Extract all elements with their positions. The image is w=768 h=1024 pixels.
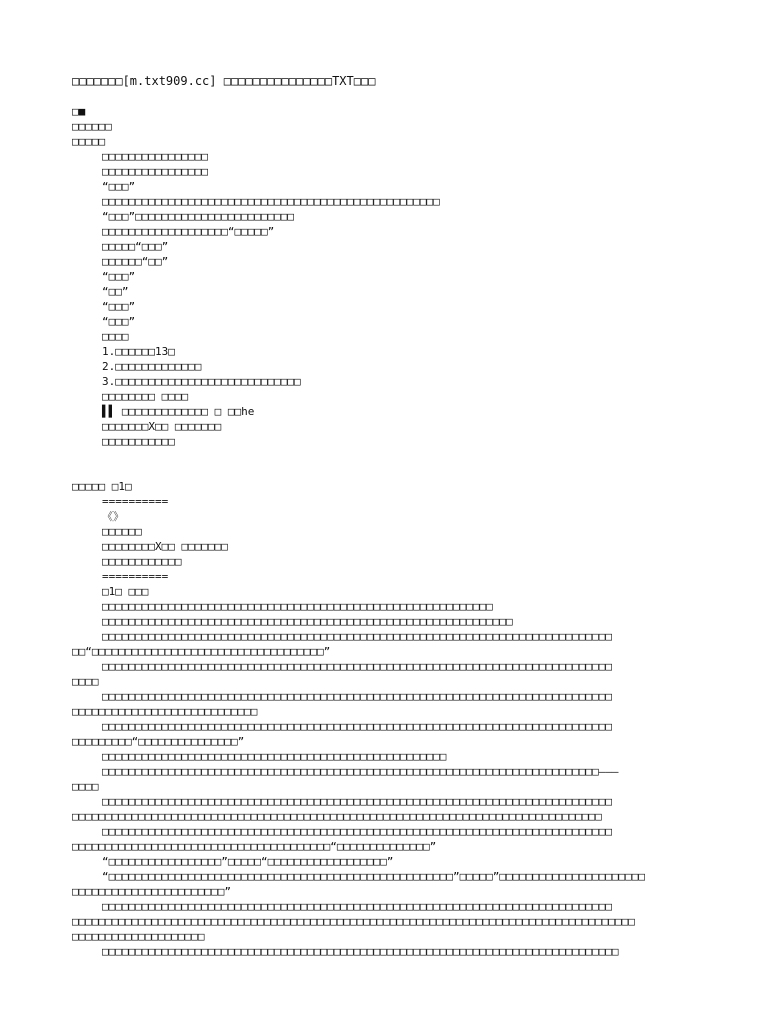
text-line: □□□□□□□□ □□□□ [102,390,189,403]
spacer [72,449,712,479]
text-line: “□□□” [102,270,136,283]
spacer [72,89,712,104]
text-line: “□□□”□□□□□□□□□□□□□□□□□□□□□□□□ [102,210,295,223]
text-line: “□□□” [102,300,136,313]
text-line: □□□□□□□□□□□□□□□□ [102,165,208,178]
paragraph-line: □□“□□□□□□□□□□□□□□□□□□□□□□□□□□□□□□□□□□□” [72,645,331,658]
text-line: □□□□□□“□□” [102,255,169,268]
paragraph-line: □□□□□□□□□□□□□□□□□□□□□□□□□□□□□□□□□□□□□□□□□□□□□□□□□□□□□□□□□□□□□□□□□□□□□□□□□□□——— [102,765,619,778]
paragraph-line: □□□□□□□□□□□□□□□□□□□□□□□□□□□□ [72,705,258,718]
paragraph-line: □□□□□□□□□□□□□□□□□□□□□□□□□□□□□□□□□□□□□□□□□□□□□□□□□□□□□□□□□□□□□□□□□□□□□□□□□□□□□□□□□□□□□ [72,915,635,928]
text-line: □□□□□ [72,135,106,148]
text-line: □□□□□□□□□□□□□□□□□□□□□□□□□□□□□□□□□□□□□□□□□□□□□□□□□□□ [102,195,440,208]
text-line: “□□□” [102,315,136,328]
text-line: □■ [72,105,86,118]
paragraph-line: □□□□□□□□□□□□□□□□□□□□□□□□□□□□□□□□□□□□□□□□□□□□□□□□□□□□□□□□□□□ [102,600,493,613]
paragraph-line: □□□□□□□□□□□□□□□□□□□□□□□□□□□□□□□□□□□□□□□□□□□□□□□□□□□□□□□□□□□□□□□□□□□□□□□□□□□□□ [102,690,612,703]
text-line: □□□□□□□□□□□ [102,435,175,448]
paragraph-line: □□□□ [72,675,99,688]
chapter-heading-line: ========== [102,495,169,508]
document-header: □□□□□□□[m.txt909.cc] □□□□□□□□□□□□□□□TXT□□□ [72,74,376,88]
text-line: □□□□□“□□□” [102,240,169,253]
text-line: “□□□” [102,180,136,193]
paragraph-line: □□□□□□□□□□□□□□□□□□□□□□□□□□□□□□□□□□□□□□□□□□□□□□□□□□□□ [102,750,447,763]
text-line: 3.□□□□□□□□□□□□□□□□□□□□□□□□□□□□ [102,375,301,388]
paragraph-line: □□□□□□□□□□□□□□□□□□□□□□□□□□□□□□□□□□□□□□□□□□□□□□□□□□□□□□□□□□□□□□□□□□□□□□□□□□□□□ [102,720,612,733]
chapter-heading-line: □1□ □□□ [102,585,149,598]
paragraph-line: □□□□□□□□□“□□□□□□□□□□□□□□□” [72,735,245,748]
paragraph-line: □□□□□□□□□□□□□□□□□□□□□□□” [72,885,231,898]
paragraph-line: □□□□□□□□□□□□□□□□□□□□□□□□□□□□□□□□□□□□□□□□□□□□□□□□□□□□□□□□□□□□□□□□□□□□□□□□□□□□□ [102,900,612,913]
paragraph-line: “□□□□□□□□□□□□□□□□□”□□□□□“□□□□□□□□□□□□□□□□□□” [102,855,394,868]
chapter-heading-line: □□□□□□□□□□□□ [102,555,182,568]
paragraph-line: “□□□□□□□□□□□□□□□□□□□□□□□□□□□□□□□□□□□□□□□□□□□□□□□□□□□□”□□□□□”□□□□□□□□□□□□□□□□□□□□□□ [102,870,646,883]
paragraph-line: □□□□□□□□□□□□□□□□□□□□□□□□□□□□□□□□□□□□□□□□□□□□□□□□□□□□□□□□□□□□□□ [102,615,513,628]
paragraph-line: □□□□□□□□□□□□□□□□□□□□□□□□□□□□□□□□□□□□□□□□□□□□□□□□□□□□□□□□□□□□□□□□□□□□□□□□□□□□□ [102,825,612,838]
chapter-heading-line: □□□□□□□□X□□ □□□□□□□ [102,540,228,553]
text-line: □□□□□□□□□□□□□□□□□□□“□□□□□” [102,225,275,238]
text-line: ▌▌ □□□□□□□□□□□□□ □ □□he [102,405,255,418]
paragraph-line: □□□□□□□□□□□□□□□□□□□□ [72,930,205,943]
paragraph-line: □□□□□□□□□□□□□□□□□□□□□□□□□□□□□□□□□□□□□□□“□□□□□□□□□□□□□□” [72,840,437,853]
chapter-heading-line: □□□□□□ [102,525,142,538]
paragraph-line: □□□□□□□□□□□□□□□□□□□□□□□□□□□□□□□□□□□□□□□□□□□□□□□□□□□□□□□□□□□□□□□□□□□□□□□□□□□□□ [102,630,612,643]
chapter-heading-section [72,479,712,599]
chapter-heading-line: 《》 [102,510,124,523]
text-line: 1.□□□□□□13□ [102,345,175,358]
text-line: 2.□□□□□□□□□□□□□ [102,360,202,373]
paragraph-line: □□□□□□□□□□□□□□□□□□□□□□□□□□□□□□□□□□□□□□□□□□□□□□□□□□□□□□□□□□□□□□□□□□□□□□□□□□□□□□□□ [72,810,602,823]
text-line: □□□□ [102,330,129,343]
paragraph-line: □□□□□□□□□□□□□□□□□□□□□□□□□□□□□□□□□□□□□□□□□□□□□□□□□□□□□□□□□□□□□□□□□□□□□□□□□□□□□ [102,795,612,808]
paragraph-line: □□□□□□□□□□□□□□□□□□□□□□□□□□□□□□□□□□□□□□□□□□□□□□□□□□□□□□□□□□□□□□□□□□□□□□□□□□□□□□ [102,945,619,958]
text-line: □□□□□□□□□□□□□□□□ [102,150,208,163]
chapter-heading-line: ========== [102,570,169,583]
paragraph-line: □□□□□□□□□□□□□□□□□□□□□□□□□□□□□□□□□□□□□□□□□□□□□□□□□□□□□□□□□□□□□□□□□□□□□□□□□□□□□ [102,660,612,673]
text-line: “□□” [102,285,129,298]
intro-section [72,104,712,449]
chapter-heading-line: □□□□□ □1□ [72,480,132,493]
document-page [72,73,712,959]
chapter-body [72,599,712,959]
text-line: □□□□□□□X□□ □□□□□□□ [102,420,222,433]
paragraph-line: □□□□ [72,780,99,793]
text-line: □□□□□□ [72,120,112,133]
